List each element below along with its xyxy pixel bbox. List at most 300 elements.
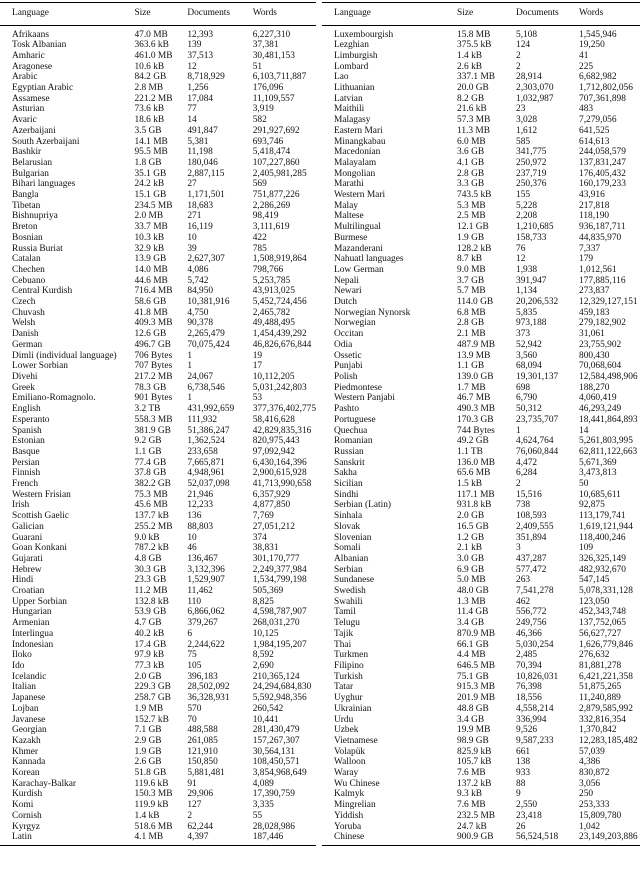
- cell-size: 3.5 GB: [134, 125, 162, 136]
- cell-language: Bangla: [12, 190, 39, 201]
- cell-language: Slovenian: [334, 532, 372, 543]
- cell-words: 569: [252, 179, 267, 190]
- cell-words: 217,818: [579, 200, 610, 211]
- table-row: [0, 832, 316, 845]
- table-row: [0, 115, 316, 126]
- cell-language: Japanese: [12, 693, 46, 704]
- cell-words: 4,060,419: [579, 393, 617, 404]
- cell-words: 3,111,619: [252, 222, 290, 233]
- cell-words: 30,564,131: [252, 746, 295, 757]
- cell-size: 2.1 MB: [457, 329, 486, 340]
- cell-documents: 19,301,137: [516, 372, 559, 382]
- cell-size: 1.9 GB: [134, 746, 162, 757]
- cell-documents: 50,312: [516, 404, 542, 415]
- cell-size: 6.9 GB: [457, 564, 485, 575]
- cell-language: South Azerbaijani: [12, 136, 80, 147]
- header-documents: Documents: [187, 3, 252, 25]
- cell-documents: 570: [187, 703, 202, 714]
- table-row: [322, 415, 640, 426]
- cell-documents: 28,502,092: [187, 682, 230, 693]
- table-row: [0, 554, 316, 565]
- cell-size: 58.6 GB: [134, 297, 167, 308]
- table-row: [322, 72, 640, 83]
- cell-documents: 36,328,931: [187, 693, 230, 704]
- table-row: [322, 158, 640, 169]
- cell-documents: 271: [187, 211, 202, 222]
- cell-size: 105.7 kB: [457, 757, 492, 768]
- cell-size: 825.9 kB: [457, 746, 492, 757]
- cell-documents: 431,992,659: [187, 404, 235, 415]
- cell-documents: 973,188: [516, 318, 547, 329]
- cell-language: German: [12, 339, 43, 350]
- cell-documents: 15,516: [516, 489, 542, 500]
- cell-words: 210,365,124: [252, 671, 300, 682]
- cell-words: 176,405,432: [579, 168, 626, 179]
- cell-language: Chuvash: [12, 307, 45, 318]
- cell-language: Czech: [12, 297, 36, 308]
- table-row: [0, 811, 316, 822]
- cell-size: 170.3 GB: [457, 414, 494, 425]
- cell-documents: 4,624,764: [516, 436, 554, 447]
- table-row: [322, 704, 640, 715]
- cell-documents: 1,938: [516, 264, 538, 275]
- cell-documents: 12,233: [187, 500, 214, 511]
- cell-size: 496.7 GB: [134, 339, 171, 350]
- cell-size: 12.6 GB: [134, 329, 167, 340]
- cell-size: 17.4 GB: [134, 639, 167, 650]
- cell-language: Icelandic: [12, 671, 47, 682]
- cell-words: 505,369: [252, 586, 284, 597]
- cell-documents: 10: [187, 232, 197, 243]
- cell-size: 46.7 MB: [457, 393, 491, 404]
- table-row: [0, 297, 316, 308]
- table-row: [322, 565, 640, 576]
- table-row: [322, 789, 640, 800]
- cell-size: 337.1 MB: [457, 72, 496, 83]
- header-language: Language: [322, 3, 457, 25]
- cell-language: Bulgarian: [12, 168, 49, 179]
- cell-words: 12,283,185,482: [579, 735, 638, 746]
- cell-language: Telugu: [334, 618, 360, 629]
- cell-size: 5.7 MB: [457, 286, 486, 297]
- cell-documents: 127: [187, 800, 202, 811]
- cell-language: Chechen: [12, 264, 45, 275]
- cell-words: 51,875,265: [579, 682, 622, 693]
- table-row: [322, 383, 640, 394]
- cell-language: Luxembourgish: [334, 29, 394, 40]
- cell-words: 5,253,785: [252, 275, 291, 286]
- cell-language: Norwegian Nynorsk: [334, 307, 411, 318]
- cell-size: 77.4 GB: [134, 457, 167, 468]
- table-row: [322, 640, 640, 651]
- cell-documents: 12: [516, 254, 526, 265]
- table-body-left: [0, 25, 316, 845]
- cell-size: 40.2 kB: [134, 628, 165, 639]
- cell-documents: 698: [516, 382, 531, 393]
- cell-size: 57.3 MB: [457, 115, 491, 126]
- cell-language: Lezghian: [334, 40, 369, 51]
- cell-language: Sakha: [334, 468, 357, 479]
- table-row: [0, 768, 316, 779]
- table-row: [0, 318, 316, 329]
- table-header-row: [0, 3, 316, 25]
- cell-documents: 4,558,214: [516, 703, 554, 714]
- cell-size: 1.2 GB: [457, 532, 485, 543]
- cell-documents: 70,394: [516, 660, 542, 671]
- cell-language: Goan Konkani: [12, 543, 67, 554]
- cell-documents: 2,303,070: [516, 83, 554, 94]
- cell-language: Marathi: [334, 179, 364, 190]
- cell-size: 2.6 GB: [134, 757, 162, 768]
- cell-size: 2.6 kB: [457, 61, 483, 72]
- table-row: [0, 51, 316, 62]
- cell-words: 6,430,164,396: [252, 457, 307, 468]
- cell-language: Hungarian: [12, 607, 52, 618]
- cell-documents: 150,850: [187, 757, 218, 768]
- cell-size: 2.0 GB: [457, 511, 485, 522]
- cell-language: Lower Sorbian: [12, 361, 68, 372]
- cell-documents: 261,085: [187, 735, 218, 746]
- cell-documents: 5,381: [187, 136, 209, 147]
- cell-language: Eastern Mari: [334, 125, 383, 136]
- cell-documents: 26: [516, 821, 526, 832]
- cell-words: 12,584,498,906: [579, 372, 638, 382]
- table-row: [322, 318, 640, 329]
- table-row: [0, 351, 316, 362]
- cell-documents: 76,398: [516, 682, 542, 693]
- cell-size: 30.3 GB: [134, 564, 167, 575]
- cell-language: Estonian: [12, 436, 45, 447]
- cell-size: 646.5 MB: [457, 660, 496, 671]
- table-row: [322, 468, 640, 479]
- cell-documents: 10,381,916: [187, 297, 230, 308]
- cell-language: Italian: [12, 682, 36, 693]
- cell-size: 258.7 GB: [134, 693, 171, 704]
- cell-words: 2,690: [252, 660, 274, 671]
- cell-documents: 12,393: [187, 29, 214, 40]
- cell-words: 7,769: [252, 511, 274, 522]
- cell-language: Korean: [12, 768, 40, 779]
- cell-language: Spanish: [12, 425, 42, 436]
- table-row: [322, 169, 640, 180]
- cell-documents: 4,750: [187, 307, 209, 318]
- cell-words: 28,028,986: [252, 821, 295, 832]
- cell-documents: 6,284: [516, 468, 538, 479]
- cell-documents: 108,593: [516, 511, 547, 522]
- table-row: [322, 661, 640, 672]
- cell-size: 75.1 GB: [457, 671, 489, 682]
- table-row: [0, 436, 316, 447]
- cell-words: 17: [252, 361, 263, 372]
- cell-language: Norwegian: [334, 318, 376, 329]
- cell-language: Lao: [334, 72, 349, 83]
- cell-words: 92,875: [579, 500, 605, 511]
- cell-language: Newari: [334, 286, 362, 297]
- cell-language: Kazakh: [12, 735, 41, 746]
- cell-words: 1,042: [579, 821, 601, 832]
- cell-words: 11,109,557: [252, 93, 295, 104]
- cell-words: 5,592,948,356: [252, 693, 307, 704]
- table-row: [322, 179, 640, 190]
- cell-words: 244,058,579: [579, 147, 626, 158]
- cell-language: Bishnupriya: [12, 211, 58, 222]
- cell-words: 3,854,968,649: [252, 768, 307, 779]
- cell-documents: 4,397: [187, 832, 209, 843]
- cell-size: 137.2 kB: [457, 778, 492, 789]
- cell-language: Tibetan: [12, 200, 41, 211]
- cell-language: Romanian: [334, 436, 373, 447]
- cell-language: Piedmontese: [334, 382, 382, 393]
- cell-size: 44.6 MB: [134, 275, 168, 286]
- cell-documents: 1,171,501: [187, 190, 225, 201]
- cell-words: 1,454,439,292: [252, 329, 307, 340]
- cell-language: Interlingua: [12, 628, 54, 639]
- table-row: [322, 447, 640, 458]
- cell-documents: 10: [187, 532, 197, 543]
- table-row: [0, 736, 316, 747]
- table-row: [322, 607, 640, 618]
- cell-language: Upper Sorbian: [12, 596, 67, 607]
- table-row: [322, 693, 640, 704]
- cell-documents: 139: [187, 40, 202, 51]
- cell-size: 16.5 GB: [457, 521, 489, 532]
- cell-size: 1.5 kB: [457, 479, 483, 490]
- cell-words: 830,872: [579, 768, 610, 779]
- table-row: [322, 747, 640, 758]
- cell-documents: 155: [516, 190, 531, 201]
- cell-words: 11,240,889: [579, 693, 621, 704]
- cell-documents: 52,942: [516, 339, 542, 350]
- cell-size: 41.8 MB: [134, 307, 168, 318]
- cell-documents: 488,588: [187, 725, 218, 736]
- cell-size: 409.3 MB: [134, 318, 173, 329]
- cell-documents: 5,108: [516, 29, 538, 40]
- cell-language: Sicilian: [334, 479, 363, 490]
- cell-language: Tajik: [334, 628, 354, 639]
- table-row: [0, 779, 316, 790]
- cell-documents: 27: [187, 179, 197, 190]
- cell-size: 2.8 GB: [457, 318, 485, 329]
- cell-language: Punjabi: [334, 361, 363, 372]
- table-row: [322, 276, 640, 287]
- cell-documents: 76: [516, 243, 526, 254]
- table-row: [0, 543, 316, 554]
- cell-documents: 2: [516, 479, 521, 490]
- cell-documents: 7,541,278: [516, 586, 554, 597]
- cell-size: 558.3 MB: [134, 414, 173, 425]
- cell-size: 706 Bytes: [134, 350, 173, 361]
- cell-words: 4,598,787,907: [252, 607, 307, 618]
- cell-language: Tamil: [334, 607, 356, 618]
- cell-words: 19,250: [579, 40, 605, 51]
- cell-language: Arabic: [12, 72, 38, 83]
- cell-language: Amharic: [12, 50, 45, 61]
- cell-documents: 1,612: [516, 125, 538, 136]
- cell-documents: 661: [516, 746, 531, 757]
- table-row: [0, 565, 316, 576]
- cell-size: 47.0 MB: [134, 29, 168, 40]
- cell-words: 37,381: [252, 40, 279, 51]
- cell-words: 4,089: [252, 778, 274, 789]
- cell-language: Latvian: [334, 93, 363, 104]
- cell-documents: 23,418: [516, 810, 542, 821]
- table-row: [322, 822, 640, 833]
- cell-documents: 1,032,987: [516, 93, 554, 104]
- cell-language: Filipino: [334, 660, 364, 671]
- header-words: Words: [253, 3, 316, 25]
- table-row: [322, 329, 640, 340]
- cell-documents: 84,950: [187, 286, 214, 297]
- cell-documents: 1: [187, 350, 193, 361]
- cell-size: 1.8 GB: [134, 157, 162, 168]
- cell-size: 77.3 kB: [134, 660, 165, 671]
- cell-documents: 16,119: [187, 222, 213, 233]
- cell-language: Gujarati: [12, 553, 43, 564]
- cell-language: Breton: [12, 222, 38, 233]
- cell-documents: 2: [187, 810, 193, 821]
- cell-size: 4.8 GB: [134, 553, 162, 564]
- table-row: [0, 661, 316, 672]
- cell-documents: 18,556: [516, 693, 542, 704]
- cell-words: 157,267,307: [252, 735, 300, 746]
- table-row: [322, 83, 640, 94]
- table-row: [322, 672, 640, 683]
- cell-size: 9.3 kB: [457, 789, 483, 800]
- cell-size: 19.9 MB: [457, 725, 491, 736]
- cell-language: Albanian: [334, 553, 369, 564]
- cell-size: 45.6 MB: [134, 500, 168, 511]
- cell-size: 11.3 MB: [457, 125, 490, 136]
- cell-size: 3.4 GB: [457, 714, 485, 725]
- cell-documents: 21,946: [187, 489, 214, 500]
- cell-documents: 90,378: [187, 318, 214, 329]
- table-row: [0, 586, 316, 597]
- cell-size: 1.7 MB: [457, 382, 486, 393]
- table-row: [322, 715, 640, 726]
- cell-language: Javanese: [12, 714, 46, 725]
- table-row: [0, 415, 316, 426]
- cell-language: Tatar: [334, 682, 354, 693]
- cell-words: 1,534,799,198: [252, 575, 307, 586]
- cell-language: Kyrgyz: [12, 821, 40, 832]
- cell-documents: 180,046: [187, 157, 218, 168]
- table-row: [0, 104, 316, 115]
- table-row: [322, 104, 640, 115]
- cell-size: 73.6 kB: [134, 104, 165, 115]
- cell-language: Burmese: [334, 232, 368, 243]
- table-row: [322, 522, 640, 533]
- cell-words: 5,078,331,128: [579, 586, 633, 597]
- cell-language: Basque: [12, 446, 40, 457]
- cell-language: Welsh: [12, 318, 36, 329]
- table-row: [322, 597, 640, 608]
- cell-language: Low German: [334, 264, 384, 275]
- cell-words: 5,261,803,995: [579, 436, 633, 447]
- cell-language: Scottish Gaelic: [12, 511, 70, 522]
- cell-language: Finnish: [12, 468, 41, 479]
- cell-language: Egyptian Arabic: [12, 83, 74, 94]
- table-row: [0, 522, 316, 533]
- cell-words: 5,031,242,803: [252, 382, 307, 393]
- cell-words: 50: [579, 479, 589, 490]
- cell-size: 137.7 kB: [134, 511, 169, 522]
- cell-size: 53.9 GB: [134, 607, 167, 618]
- cell-words: 160,179,233: [579, 179, 626, 190]
- cell-documents: 37,513: [187, 50, 214, 61]
- cell-size: 1.1 GB: [134, 446, 162, 457]
- cell-documents: 4,086: [187, 264, 209, 275]
- table-row: [322, 190, 640, 201]
- cell-words: 374: [252, 532, 267, 543]
- right-table-panel: [322, 2, 640, 846]
- cell-words: 10,125: [252, 628, 279, 639]
- cell-language: Mongolian: [334, 168, 376, 179]
- cell-words: 5,452,724,456: [252, 297, 307, 308]
- table-row: [0, 265, 316, 276]
- cell-words: 1,508,919,864: [252, 254, 307, 265]
- cell-size: 152.7 kB: [134, 714, 169, 725]
- cell-language: Yiddish: [334, 810, 364, 821]
- cell-words: 225: [579, 61, 594, 72]
- cell-language: Ukrainian: [334, 703, 372, 714]
- cell-language: Sindhi: [334, 489, 359, 500]
- table-row: [0, 575, 316, 586]
- cell-documents: 396,183: [187, 671, 218, 682]
- cell-words: 109: [579, 543, 594, 554]
- cell-documents: 2: [516, 61, 521, 72]
- cell-words: 5,671,369: [579, 457, 617, 468]
- cell-words: 3,919: [252, 104, 274, 115]
- cell-language: Polish: [334, 372, 358, 382]
- cell-words: 44,835,970: [579, 232, 622, 243]
- cell-size: 743.5 kB: [457, 190, 492, 201]
- cell-documents: 62,244: [187, 821, 214, 832]
- table-row: [322, 543, 640, 554]
- cell-words: 10,685,611: [579, 489, 621, 500]
- table-row: [0, 25, 316, 40]
- cell-size: 128.2 kB: [457, 243, 492, 254]
- cell-size: 931.8 kB: [457, 500, 492, 511]
- cell-size: 6.0 MB: [457, 136, 486, 147]
- cell-documents: 3: [516, 543, 521, 554]
- cell-documents: 52,037,098: [187, 479, 230, 490]
- cell-words: 2,900,615,928: [252, 468, 307, 479]
- cell-language: Maithili: [334, 104, 365, 115]
- cell-size: 6.8 MB: [457, 307, 486, 318]
- table-row: [0, 704, 316, 715]
- cell-size: 363.6 kB: [134, 40, 169, 51]
- cell-words: 641,525: [579, 125, 610, 136]
- cell-language: Walloon: [334, 757, 366, 768]
- cell-size: 2.1 kB: [457, 543, 483, 554]
- cell-documents: 1: [516, 425, 521, 436]
- cell-size: 901 Bytes: [134, 393, 173, 404]
- table-row: [322, 832, 640, 845]
- table-row: [322, 372, 640, 383]
- cell-size: 7.6 MB: [457, 800, 486, 811]
- header-language: Language: [0, 3, 134, 25]
- table-row: [0, 383, 316, 394]
- cell-words: 49,488,495: [252, 318, 295, 329]
- table-row: [0, 62, 316, 73]
- cell-size: 716.4 MB: [134, 286, 173, 297]
- cell-size: 117.1 MB: [457, 489, 495, 500]
- cell-documents: 491,847: [187, 125, 218, 136]
- cell-size: 1.9 GB: [457, 232, 485, 243]
- cell-words: 377,376,402,775: [252, 404, 316, 415]
- cell-language: Malay: [334, 200, 358, 211]
- table-row: [322, 351, 640, 362]
